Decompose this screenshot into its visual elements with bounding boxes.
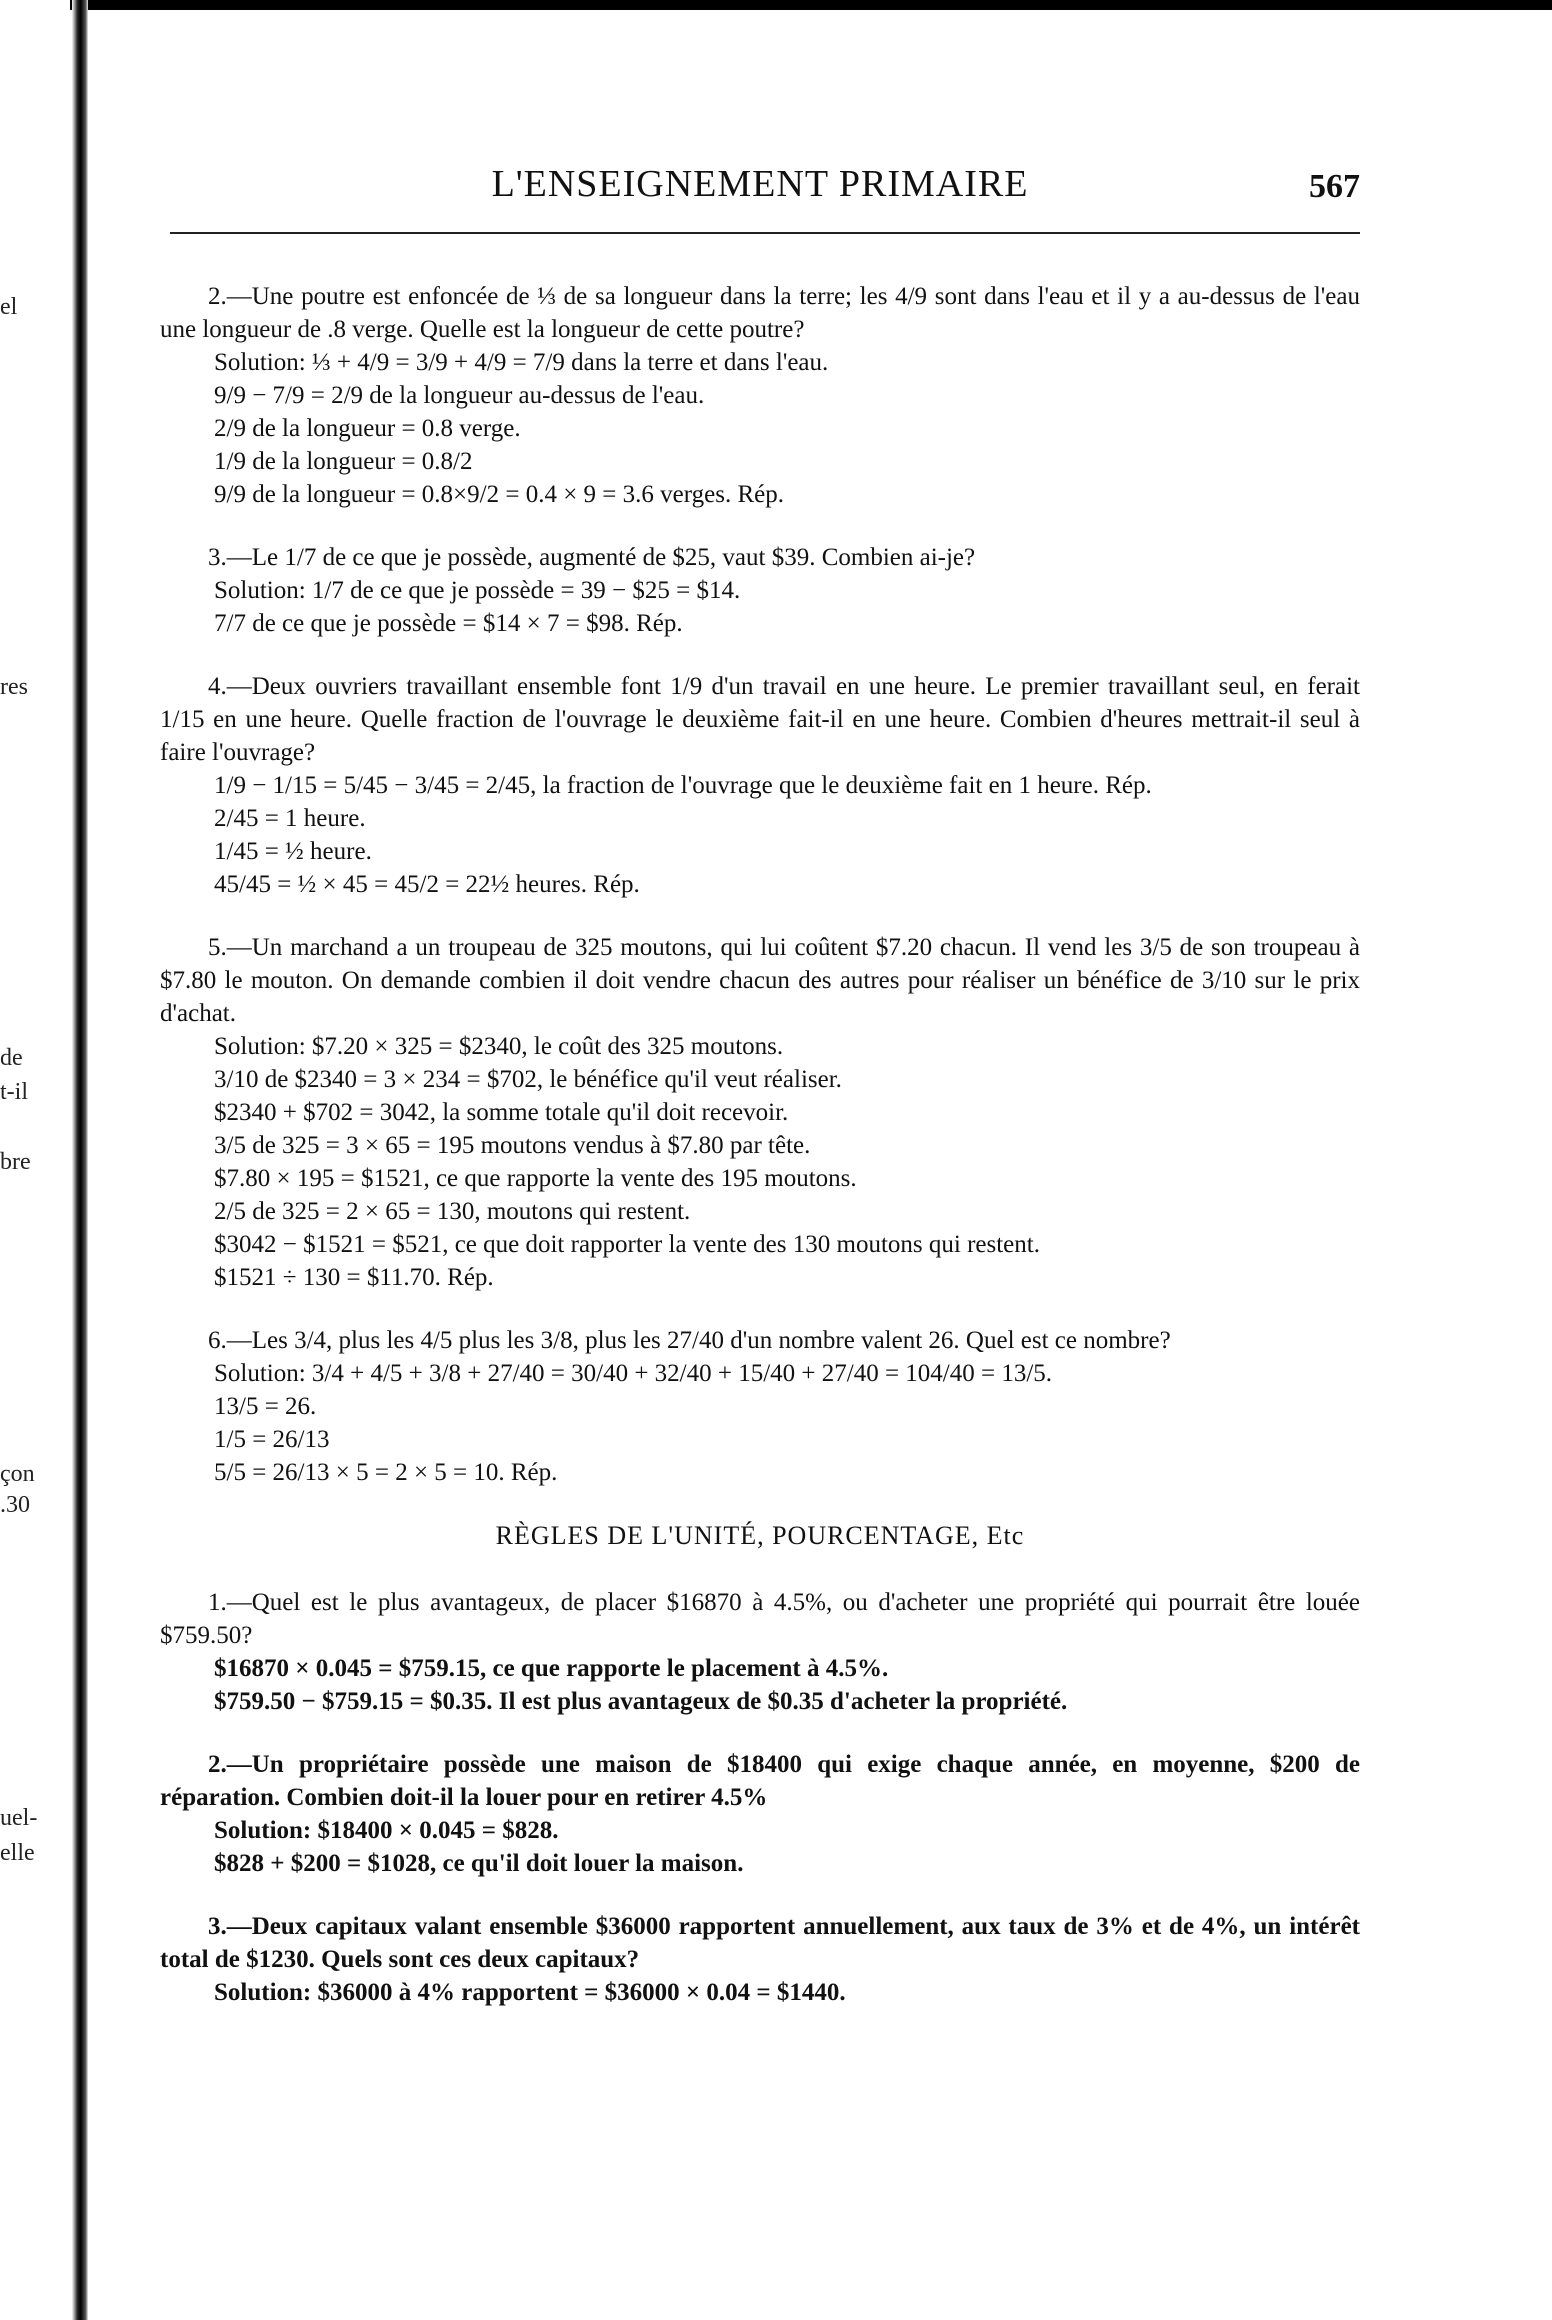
problem-statement: 4.—Deux ouvriers travaillant ensemble font 1/9 d'un travail en une heure. Le premier travaillant seul, en ferait 1/15 en une heure. Quelle fraction de l'ouvrage le deuxième fait-il en une heure. Combien d'heures mettrait-il seul à faire l'ouvrage? bbox=[160, 673, 1360, 766]
page-body bbox=[160, 280, 1360, 2039]
solution-line: Solution: 1/7 de ce que je possède = 39 − $25 = $14. bbox=[214, 577, 741, 604]
page-number: 567 bbox=[1309, 168, 1360, 205]
solution-line: Solution: $18400 × 0.045 = $828. bbox=[214, 1817, 559, 1844]
solution-line: 2/45 = 1 heure. bbox=[214, 805, 366, 832]
solution-line: 1/9 de la longueur = 0.8/2 bbox=[214, 448, 473, 475]
problem-3 bbox=[160, 541, 1360, 640]
gutter-fragment: de bbox=[0, 1045, 23, 1071]
problem-statement: 2.—Un propriétaire possède une maison de $18400 qui exige chaque année, en moyenne, $200 de réparation. Combien doit-il la louer pour en retirer 4.5% bbox=[160, 1751, 1360, 1811]
solution-line: 1/45 = ½ heure. bbox=[214, 838, 372, 865]
gutter-fragment: uel- bbox=[0, 1805, 38, 1831]
problem-statement: 2.—Une poutre est enfoncée de ⅓ de sa longueur dans la terre; les 4/9 sont dans l'eau et il y a au-dessus de l'eau une longueur de .8 verge. Quelle est la longueur de cette poutre? bbox=[160, 283, 1360, 343]
solution-line: $1521 ÷ 130 = $11.70. Rép. bbox=[214, 1264, 494, 1291]
gutter-fragment: t-il bbox=[0, 1079, 28, 1105]
problem-statement: 5.—Un marchand a un troupeau de 325 moutons, qui lui coûtent $7.20 chacun. Il vend les 3/5 de son troupeau à $7.80 le mouton. On demande combien il doit vendre chacun des autres pour réaliser un bénéfice de 3/10 sur le prix d'achat. bbox=[160, 934, 1360, 1027]
gutter-fragment: .30 bbox=[0, 1492, 30, 1518]
gutter-fragment: el bbox=[0, 294, 18, 320]
gutter-fragment: çon bbox=[0, 1461, 35, 1487]
problem-5 bbox=[160, 931, 1360, 1294]
solution-line: 9/9 de la longueur = 0.8×9/2 = 0.4 × 9 = 3.6 verges. Rép. bbox=[214, 481, 784, 508]
solution-line: 1/9 − 1/15 = 5/45 − 3/45 = 2/45, la fraction de l'ouvrage que le deuxième fait en 1 heure. Rép. bbox=[214, 772, 1152, 799]
solution-line: 7/7 de ce que je possède = $14 × 7 = $98. Rép. bbox=[214, 610, 683, 637]
section-heading: RÈGLES DE L'UNITÉ, POURCENTAGE, Etc bbox=[495, 1521, 1025, 1550]
solution-line: 9/9 − 7/9 = 2/9 de la longueur au-dessus de l'eau. bbox=[214, 382, 705, 409]
solution-line: 3/5 de 325 = 3 × 65 = 195 moutons vendus à $7.80 par tête. bbox=[214, 1132, 811, 1159]
solution-line: $828 + $200 = $1028, ce qu'il doit louer la maison. bbox=[214, 1850, 744, 1877]
solution-line: $7.80 × 195 = $1521, ce que rapporte la vente des 195 moutons. bbox=[214, 1165, 857, 1192]
facing-page-edge bbox=[0, 0, 70, 2320]
solution-line: Solution: ⅓ + 4/9 = 3/9 + 4/9 = 7/9 dans la terre et dans l'eau. bbox=[214, 349, 829, 376]
solution-line: $3042 − $1521 = $521, ce que doit rapporter la vente des 130 moutons qui restent. bbox=[214, 1231, 1040, 1258]
solution-line: 1/5 = 26/13 bbox=[214, 1426, 330, 1453]
running-title: L'ENSEIGNEMENT PRIMAIRE bbox=[491, 163, 1029, 205]
gutter-fragment: elle bbox=[0, 1840, 35, 1866]
book-page bbox=[160, 150, 1360, 2006]
problem-statement: 3.—Deux capitaux valant ensemble $36000 rapportent annuellement, aux taux de 3% et de 4%, un intérêt total de $1230. Quels sont ces deux capitaux? bbox=[160, 1913, 1360, 1973]
solution-line: 2/9 de la longueur = 0.8 verge. bbox=[214, 415, 521, 442]
problem-6 bbox=[160, 1324, 1360, 1489]
top-scan-border bbox=[0, 0, 1552, 10]
solution-line: $16870 × 0.045 = $759.15, ce que rapporte le placement à 4.5%. bbox=[214, 1655, 889, 1682]
page-header bbox=[160, 150, 1360, 220]
section-problem-1 bbox=[160, 1586, 1360, 1718]
section-problem-3 bbox=[160, 1910, 1360, 2009]
gutter-fragment: res bbox=[0, 674, 28, 700]
book-spine-shadow bbox=[72, 0, 88, 2320]
problem-statement: 6.—Les 3/4, plus les 4/5 plus les 3/8, plus les 27/40 d'un nombre valent 26. Quel est ce nombre? bbox=[208, 1327, 1171, 1354]
problem-4 bbox=[160, 670, 1360, 901]
solution-line: $2340 + $702 = 3042, la somme totale qu'il doit recevoir. bbox=[214, 1099, 789, 1126]
solution-line: 45/45 = ½ × 45 = 45/2 = 22½ heures. Rép. bbox=[214, 871, 640, 898]
solution-line: Solution: 3/4 + 4/5 + 3/8 + 27/40 = 30/40 + 32/40 + 15/40 + 27/40 = 104/40 = 13/5. bbox=[214, 1360, 1053, 1387]
solution-line: 13/5 = 26. bbox=[214, 1393, 317, 1420]
problem-statement: 1.—Quel est le plus avantageux, de placer $16870 à 4.5%, ou d'acheter une propriété qui pourrait être louée $759.50? bbox=[160, 1589, 1360, 1649]
problem-2 bbox=[160, 280, 1360, 511]
section-problem-2 bbox=[160, 1748, 1360, 1880]
problem-statement: 3.—Le 1/7 de ce que je possède, augmenté de $25, vaut $39. Combien ai-je? bbox=[208, 544, 976, 571]
solution-line: 2/5 de 325 = 2 × 65 = 130, moutons qui restent. bbox=[214, 1198, 691, 1225]
solution-line: 3/10 de $2340 = 3 × 234 = $702, le bénéfice qu'il veut réaliser. bbox=[214, 1066, 842, 1093]
solution-line: Solution: $7.20 × 325 = $2340, le coût des 325 moutons. bbox=[214, 1033, 784, 1060]
header-rule bbox=[170, 232, 1360, 234]
solution-line: 5/5 = 26/13 × 5 = 2 × 5 = 10. Rép. bbox=[214, 1459, 558, 1486]
solution-line: $759.50 − $759.15 = $0.35. Il est plus avantageux de $0.35 d'acheter la propriété. bbox=[214, 1688, 1068, 1715]
solution-line: Solution: $36000 à 4% rapportent = $36000 × 0.04 = $1440. bbox=[214, 1979, 846, 2006]
gutter-fragment: bre bbox=[0, 1149, 31, 1175]
